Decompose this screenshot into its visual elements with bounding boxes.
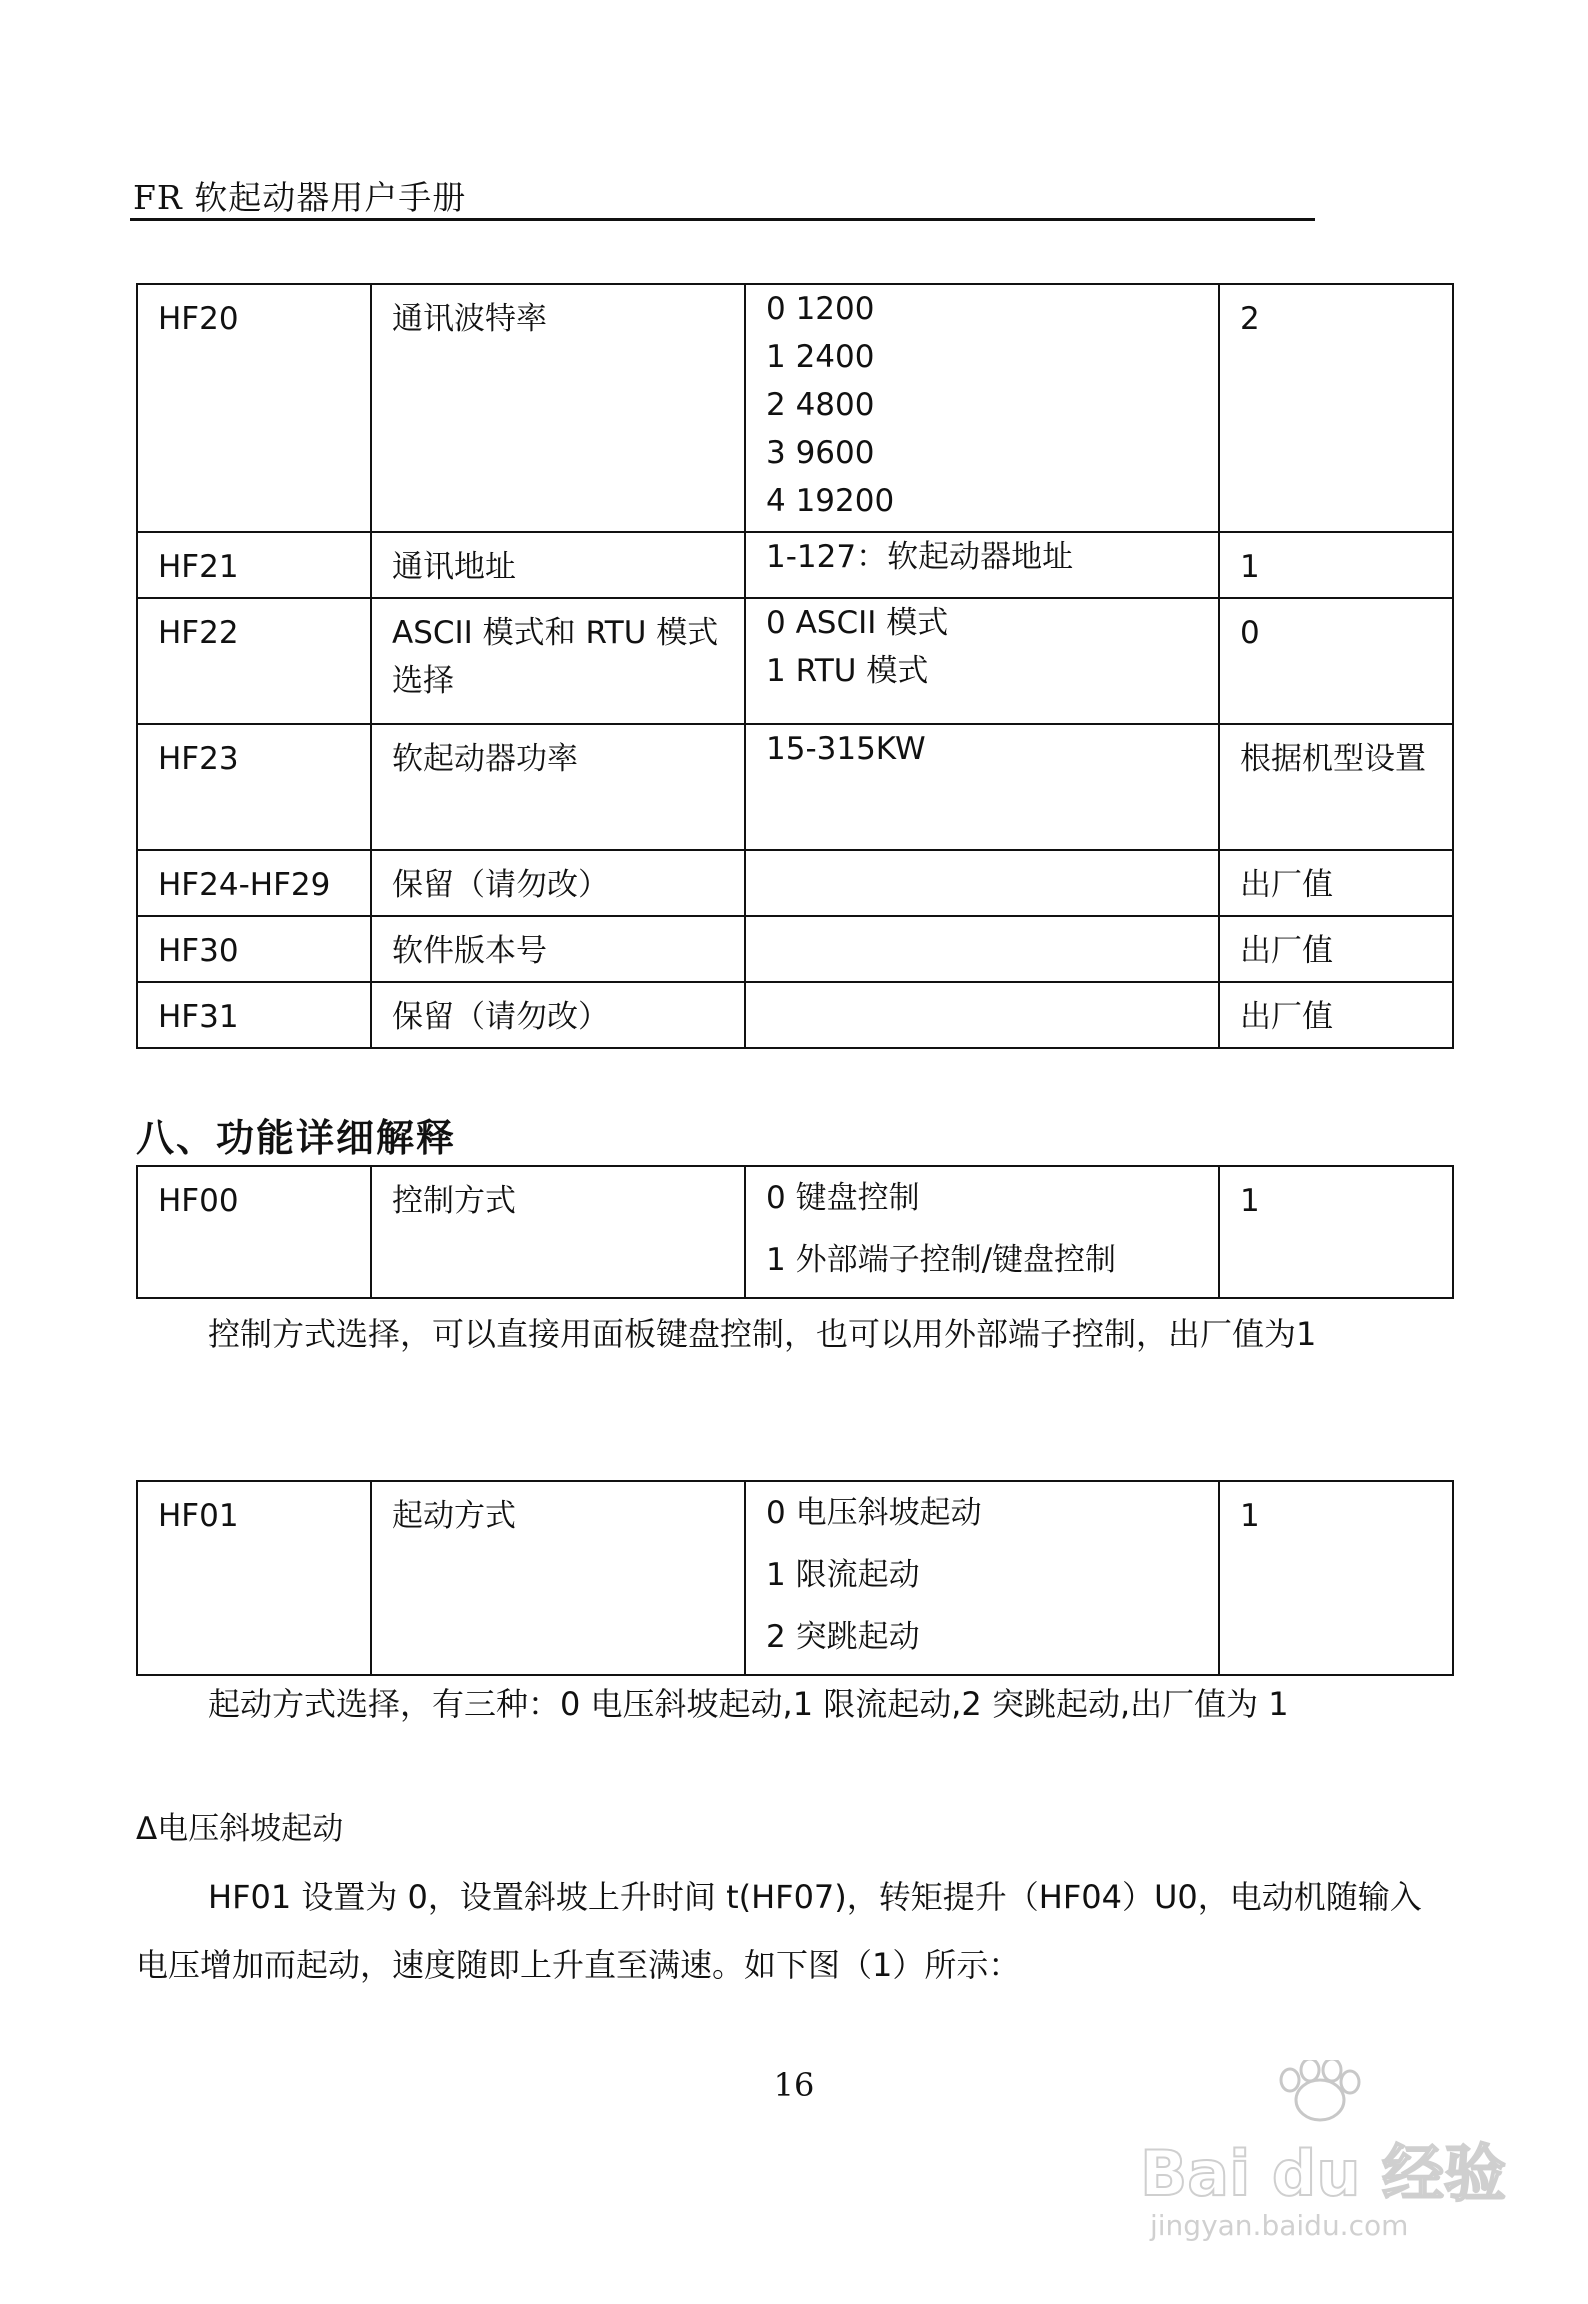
param-default: 根据机型设置 bbox=[1219, 724, 1453, 850]
param-name: 通讯波特率 bbox=[371, 284, 745, 532]
param-options bbox=[745, 724, 1219, 850]
param-options bbox=[745, 284, 1219, 532]
param-code: HF20 bbox=[137, 284, 371, 532]
param-default: 出厂值 bbox=[1219, 916, 1453, 982]
param-code: HF31 bbox=[137, 982, 371, 1048]
option-item: 0 1200 bbox=[766, 291, 875, 327]
option-item: 2 突跳起动 bbox=[766, 1619, 920, 1655]
parameter-table bbox=[136, 283, 1454, 1049]
param-code: HF30 bbox=[137, 916, 371, 982]
param-name: 软件版本号 bbox=[371, 916, 745, 982]
page-number: 16 bbox=[773, 2066, 815, 2104]
option-item: 1 RTU 模式 bbox=[766, 653, 929, 689]
hf01-description: 起动方式选择，有三种：0 电压斜坡起动,1 限流起动,2 突跳起动,出厂值为 1 bbox=[208, 1685, 1289, 1723]
param-default: 1 bbox=[1219, 532, 1453, 598]
param-name: 软起动器功率 bbox=[371, 724, 745, 850]
param-code: HF01 bbox=[137, 1481, 371, 1675]
table-row bbox=[137, 916, 1453, 982]
option-item: 2 4800 bbox=[766, 387, 875, 423]
option-item: 0 电压斜坡起动 bbox=[766, 1495, 982, 1531]
param-name: 保留（请勿改） bbox=[371, 982, 745, 1048]
param-code: HF24-HF29 bbox=[137, 850, 371, 916]
svg-text:Bai du 经验: Bai du 经验 bbox=[1140, 2137, 1507, 2210]
param-name: 保留（请勿改） bbox=[371, 850, 745, 916]
header-rule bbox=[130, 218, 1315, 221]
param-code: HF00 bbox=[137, 1166, 371, 1298]
param-code: HF21 bbox=[137, 532, 371, 598]
table-row bbox=[137, 850, 1453, 916]
param-options bbox=[745, 532, 1219, 598]
option-item: 0 ASCII 模式 bbox=[766, 605, 949, 641]
param-default: 1 bbox=[1219, 1166, 1453, 1298]
option-item: 1 外部端子控制/键盘控制 bbox=[766, 1242, 1117, 1278]
hf01-table bbox=[136, 1480, 1454, 1676]
param-code: HF22 bbox=[137, 598, 371, 724]
ramp-subheading: Δ电压斜坡起动 bbox=[136, 1811, 344, 1847]
option-item: 3 9600 bbox=[766, 435, 875, 471]
option-item: 1 限流起动 bbox=[766, 1557, 920, 1593]
param-options bbox=[745, 1481, 1219, 1675]
table-row bbox=[137, 1481, 1453, 1675]
param-name: ASCII 模式和 RTU 模式选择 bbox=[371, 598, 745, 724]
param-code: HF23 bbox=[137, 724, 371, 850]
param-default: 出厂值 bbox=[1219, 850, 1453, 916]
param-options bbox=[745, 598, 1219, 724]
param-options bbox=[745, 850, 1219, 916]
table-row bbox=[137, 532, 1453, 598]
option-item: 4 19200 bbox=[766, 483, 895, 519]
param-name: 起动方式 bbox=[371, 1481, 745, 1675]
section-heading: 八、功能详细解释 bbox=[136, 1116, 457, 1160]
manual-title: FR 软起动器用户手册 bbox=[133, 178, 467, 217]
hf00-description: 控制方式选择，可以直接用面板键盘控制，也可以用外部端子控制，出厂值为1 bbox=[208, 1315, 1317, 1353]
table-row bbox=[137, 724, 1453, 850]
option-item: 15-315KW bbox=[766, 731, 926, 767]
param-options bbox=[745, 1166, 1219, 1298]
param-options bbox=[745, 982, 1219, 1048]
table-row bbox=[137, 1166, 1453, 1298]
table-row bbox=[137, 284, 1453, 532]
param-name: 控制方式 bbox=[371, 1166, 745, 1298]
param-name: 通讯地址 bbox=[371, 532, 745, 598]
param-default: 1 bbox=[1219, 1481, 1453, 1675]
ramp-description: HF01 设置为 0，设置斜坡上升时间 t(HF07)，转矩提升（HF04）U0，电动机随输入电压增加而起动，速度随即上升直至满速。如下图（1）所示： bbox=[136, 1878, 1422, 1984]
param-default: 出厂值 bbox=[1219, 982, 1453, 1048]
param-options bbox=[745, 916, 1219, 982]
param-default: 2 bbox=[1219, 284, 1453, 532]
hf00-table bbox=[136, 1165, 1454, 1299]
table-row bbox=[137, 598, 1453, 724]
option-item: 1 2400 bbox=[766, 339, 875, 375]
baidu-watermark-logo bbox=[1120, 2060, 1520, 2250]
option-item: 0 键盘控制 bbox=[766, 1180, 920, 1216]
option-item: 1-127：软起动器地址 bbox=[766, 539, 1074, 575]
param-default: 0 bbox=[1219, 598, 1453, 724]
table-row bbox=[137, 982, 1453, 1048]
svg-text:jingyan.baidu.com: jingyan.baidu.com bbox=[1150, 2209, 1409, 2242]
